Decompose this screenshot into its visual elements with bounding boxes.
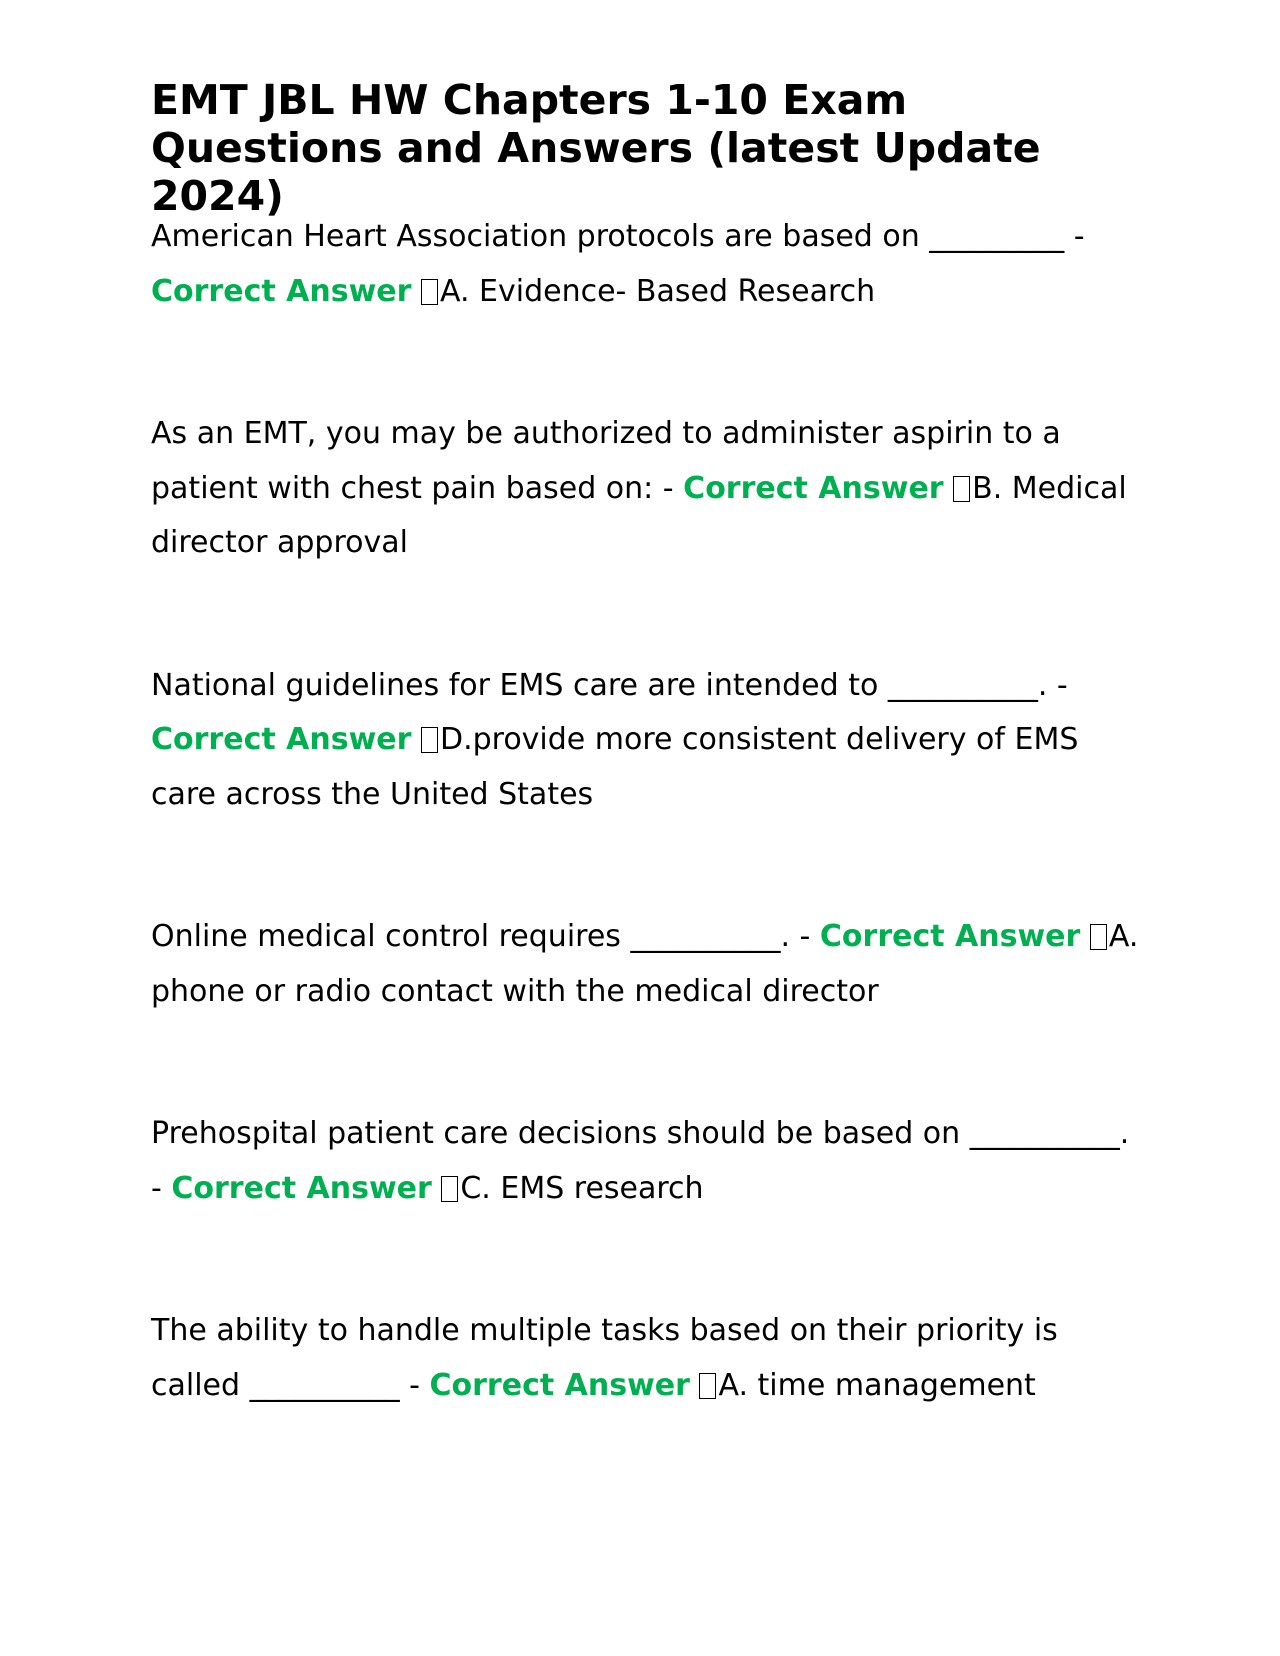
- qa-item: [151, 407, 1141, 571]
- answer-text: A. time management: [718, 1367, 1036, 1403]
- spacer: [151, 822, 1141, 910]
- correct-answer-label: Correct Answer: [151, 273, 412, 309]
- spacer: [151, 571, 1141, 659]
- spacer: [151, 1216, 1141, 1304]
- missing-glyph-icon: [441, 1176, 458, 1202]
- question-text: The ability to handle multiple tasks based on their priority is called __________ -: [151, 1313, 1058, 1403]
- answer-text: B. Medical director approval: [151, 470, 1127, 560]
- document-title: EMT JBL HW Chapters 1-10 Exam Questions and Answers (latest Update 2024): [151, 76, 1041, 220]
- missing-glyph-icon: [421, 279, 438, 305]
- correct-answer-label: Correct Answer: [683, 470, 944, 506]
- question-text: American Heart Association protocols are based on _________ -: [151, 219, 1085, 254]
- qa-item: [151, 1304, 1141, 1413]
- correct-answer-label: Correct Answer: [151, 722, 412, 757]
- correct-answer-label: Correct Answer: [819, 919, 1081, 954]
- question-text: Prehospital patient care decisions should be based on __________. -: [151, 1116, 1130, 1206]
- qa-item: [151, 1107, 1141, 1216]
- missing-glyph-icon: [1090, 924, 1107, 950]
- qa-item: [151, 659, 1141, 823]
- missing-glyph-icon: [699, 1373, 716, 1399]
- answer-text: A. Evidence- Based Research: [439, 273, 876, 309]
- correct-answer-label: Correct Answer: [171, 1170, 432, 1206]
- missing-glyph-icon: [421, 727, 438, 753]
- missing-glyph-icon: [953, 476, 970, 502]
- answer-text: D.provide more consistent delivery of EMS care across the United States: [151, 722, 1079, 812]
- answer-text: C. EMS research: [460, 1170, 704, 1206]
- correct-answer-label: Correct Answer: [429, 1367, 690, 1403]
- question-text: As an EMT, you may be authorized to administer aspirin to a patient with chest pain based on: -: [151, 416, 1061, 506]
- question-text: Online medical control requires __________. -: [151, 919, 811, 954]
- spacer: [151, 319, 1141, 407]
- question-text: National guidelines for EMS care are intended to __________. -: [151, 667, 1068, 703]
- spacer: [151, 1019, 1141, 1107]
- qa-item: [151, 210, 1141, 319]
- qa-item: [151, 910, 1141, 1019]
- answer-text: A. phone or radio contact with the medical director: [151, 919, 1139, 1009]
- document-page: [151, 76, 1141, 1413]
